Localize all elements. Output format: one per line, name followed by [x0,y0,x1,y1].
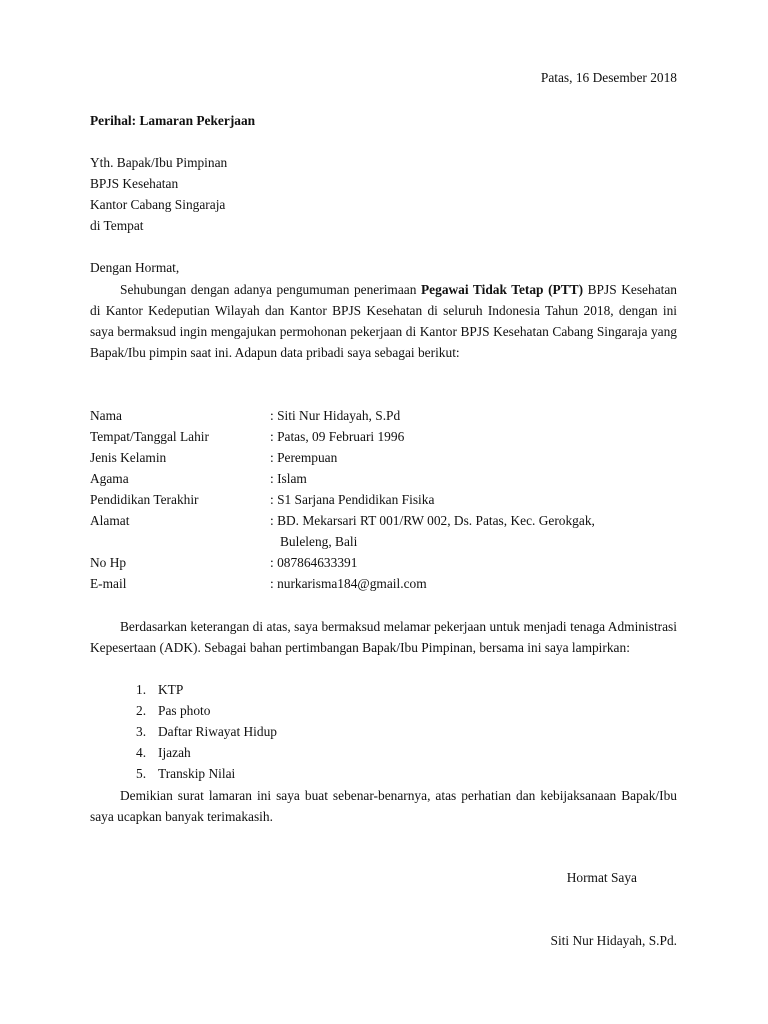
list-number: 1. [136,682,147,697]
list-text: Transkip Nilai [158,766,236,781]
recipient-line-3: Kantor Cabang Singaraja [90,197,226,212]
list-text: Pas photo [158,703,211,718]
data-label: Tempat/Tanggal Lahir [90,429,209,444]
intro-paragraph [90,279,677,363]
list-item [136,700,210,721]
data-label: Nama [90,408,122,423]
data-value: : Perempuan [270,450,338,465]
recipient-line-4: di Tempat [90,218,144,233]
data-value: : 087864633391 [270,555,358,570]
data-value: : BD. Mekarsari RT 001/RW 002, Ds. Patas, Kec. Gerokgak, [270,513,595,528]
list-item [136,679,183,700]
data-label: Alamat [90,513,130,528]
data-value: : Siti Nur Hidayah, S.Pd [270,408,401,423]
intro-text-bold: Pegawai Tidak Tetap (PTT) [421,282,584,297]
data-value: : Patas, 09 Februari 1996 [270,429,405,444]
list-item [136,721,277,742]
list-text: Ijazah [158,745,191,760]
data-label: Jenis Kelamin [90,450,167,465]
signature-name: Siti Nur Hidayah, S.Pd. [550,933,677,948]
list-item [136,763,235,784]
intro-text-start: Sehubungan dengan adanya pengumuman penerimaan [120,282,421,297]
closing-paragraph [90,785,677,827]
data-label: Agama [90,471,129,486]
data-label: E-mail [90,576,127,591]
recipient-line-2: BPJS Kesehatan [90,176,179,191]
data-label: Pendidikan Terakhir [90,492,199,507]
list-number: 3. [136,724,147,739]
data-value: : S1 Sarjana Pendidikan Fisika [270,492,435,507]
data-value: : nurkarisma184@gmail.com [270,576,427,591]
subject-line: Perihal: Lamaran Pekerjaan [90,113,256,128]
data-value: Buleleng, Bali [280,534,358,549]
greeting: Dengan Hormat, [90,260,180,275]
list-number: 4. [136,745,147,760]
body-paragraph-2 [90,616,677,658]
place-date: Patas, 16 Desember 2018 [540,70,677,85]
list-text: Daftar Riwayat Hidup [158,724,277,739]
list-item [136,742,191,763]
list-text: KTP [158,682,184,697]
recipient-line-1: Yth. Bapak/Ibu Pimpinan [90,155,228,170]
data-value: : Islam [270,471,307,486]
body-paragraph-2-text: Berdasarkan keterangan di atas, saya bermaksud melamar pekerjaan untuk menjadi tenaga Administrasi Kepesertaan (ADK). Sebagai bahan pertimbangan Bapak/Ibu Pimpinan, bersama ini saya lampirkan: [90,619,677,655]
data-label: No Hp [90,555,127,570]
intro-text-end: BPJS Kesehatan di Kantor Kedeputian Wilayah dan Kantor BPJS Kesehatan di seluruh Indonesia Tahun 2018, dengan ini saya bermaksud ingin mengajukan permohonan pekerjaan di Kantor BPJS Kesehatan Cabang Singaraja yang Bapak/Ibu pimpin saat ini. Adapun data pribadi saya sebagai berikut: [90,282,677,360]
list-number: 5. [136,766,147,781]
closing-paragraph-text: Demikian surat lamaran ini saya buat sebenar-benarnya, atas perhatian dan kebijaksanaan Bapak/Ibu saya ucapkan banyak terimakasih. [90,788,677,824]
list-number: 2. [136,703,147,718]
closing-salutation: Hormat Saya [566,870,637,885]
